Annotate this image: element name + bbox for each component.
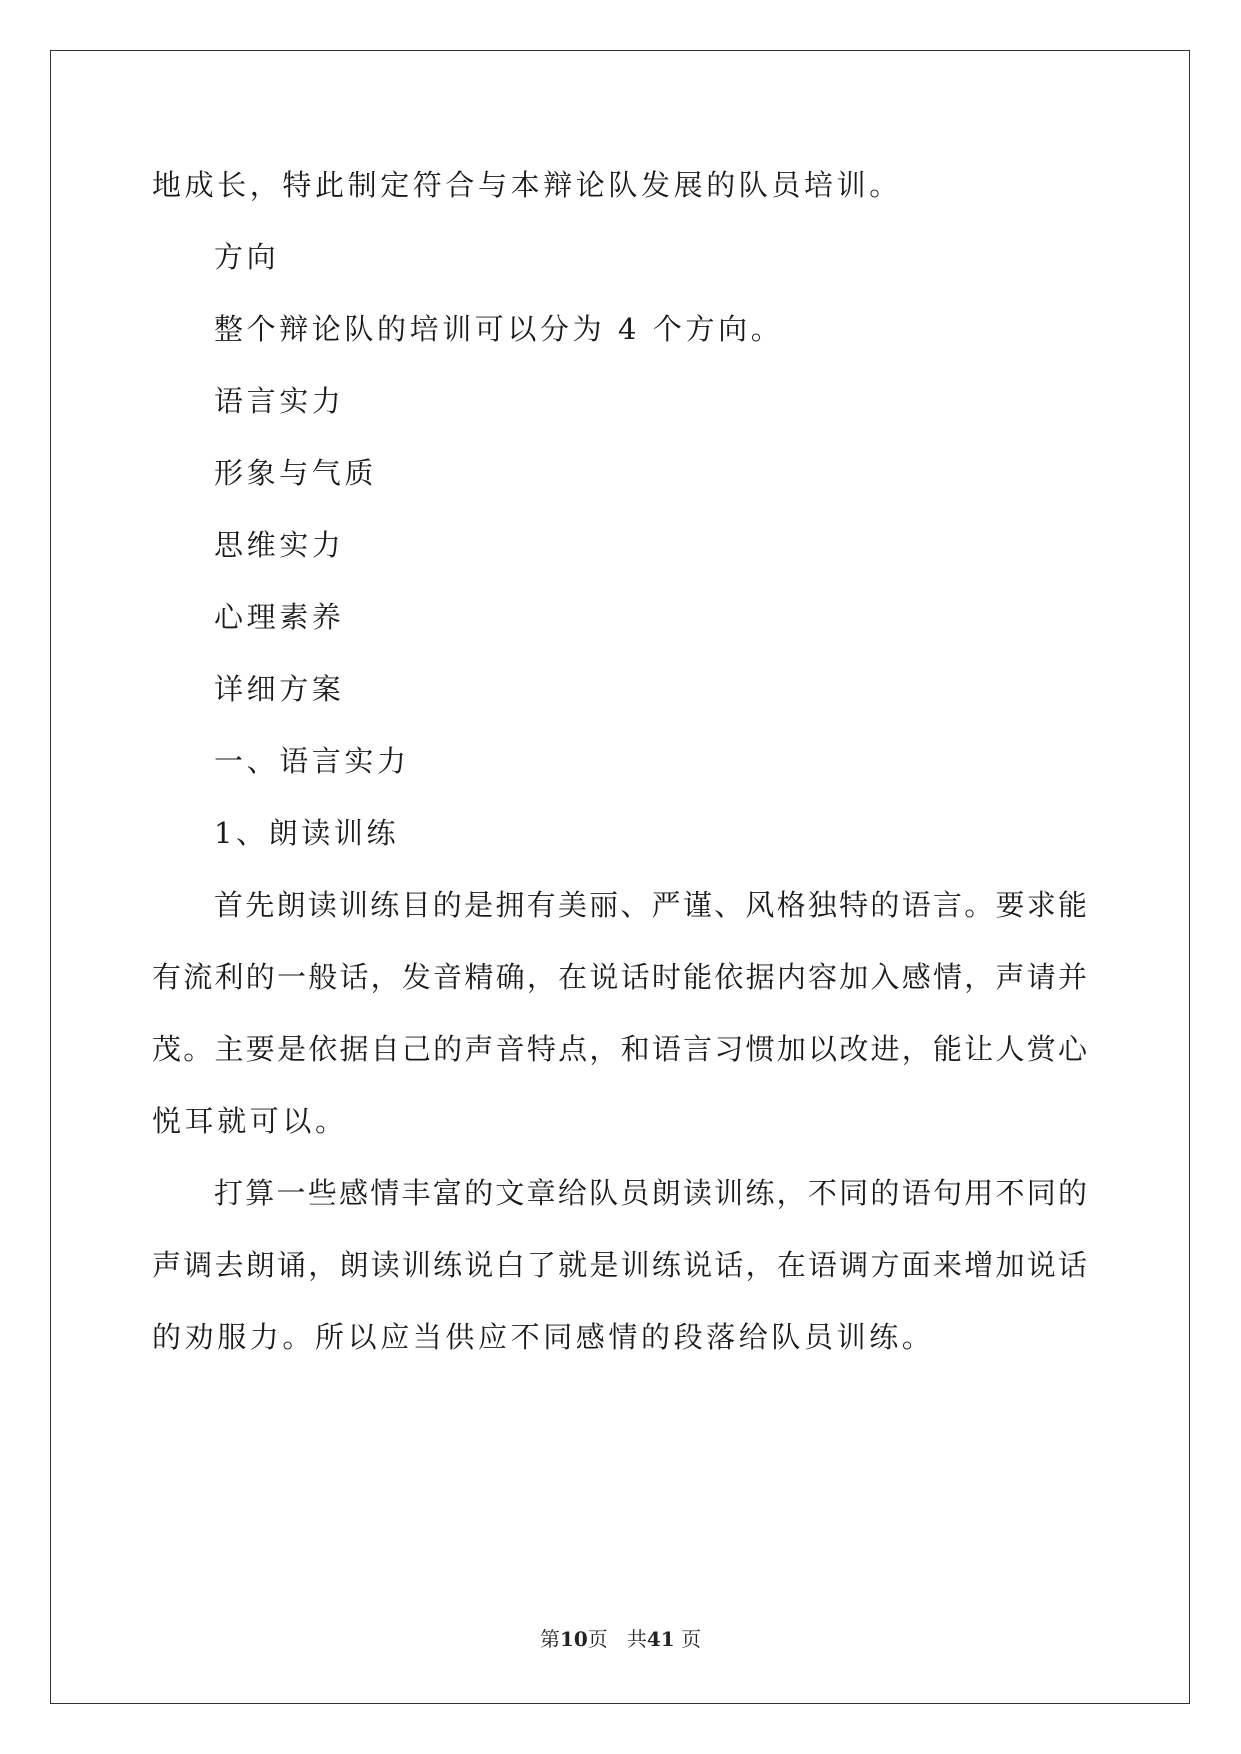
text-line: 地成长，特此制定符合与本辩论队发展的队员培训。 bbox=[152, 168, 902, 202]
text-line: 茂。主要是依据自己的声音特点，和语言习惯加以改进，能让人赏心 bbox=[152, 1032, 1087, 1066]
text-line: 1、朗读训练 bbox=[214, 816, 400, 850]
text-line: 打算一些感情丰富的文章给队员朗读训练，不同的语句用不同的 bbox=[214, 1176, 1087, 1210]
text-line: 的劝服力。所以应当供应不同感情的段落给队员训练。 bbox=[152, 1320, 935, 1354]
text-line: 语言实力 bbox=[214, 384, 345, 418]
footer-page-word: 页 bbox=[587, 1627, 608, 1651]
text-line: 形象与气质 bbox=[214, 456, 378, 490]
text-line: 首先朗读训练目的是拥有美丽、严谨、风格独特的语言。要求能 bbox=[214, 888, 1087, 922]
total-pages-number: 41 bbox=[646, 1627, 675, 1651]
text-line: 整个辩论队的培训可以分为 4 个方向。 bbox=[214, 312, 784, 346]
text-line: 声调去朗诵，朗读训练说白了就是训练说话，在语调方面来增加说话 bbox=[152, 1248, 1087, 1282]
page-frame bbox=[50, 50, 1190, 1704]
footer-total-prefix: 共 bbox=[626, 1627, 647, 1651]
text-line: 详细方案 bbox=[214, 672, 345, 706]
text-line: 思维实力 bbox=[214, 528, 345, 562]
text-line: 方向 bbox=[214, 240, 280, 274]
page-footer bbox=[0, 1623, 1241, 1652]
footer-prefix: 第 bbox=[539, 1627, 560, 1651]
text-line: 心理素养 bbox=[214, 600, 345, 634]
text-line: 一、语言实力 bbox=[214, 744, 410, 778]
current-page-number: 10 bbox=[559, 1627, 588, 1651]
text-line: 有流利的一般话，发音精确，在说话时能依据内容加入感情，声请并 bbox=[152, 960, 1087, 994]
footer-total-word: 页 bbox=[681, 1627, 702, 1651]
text-line: 悦耳就可以。 bbox=[152, 1104, 348, 1138]
